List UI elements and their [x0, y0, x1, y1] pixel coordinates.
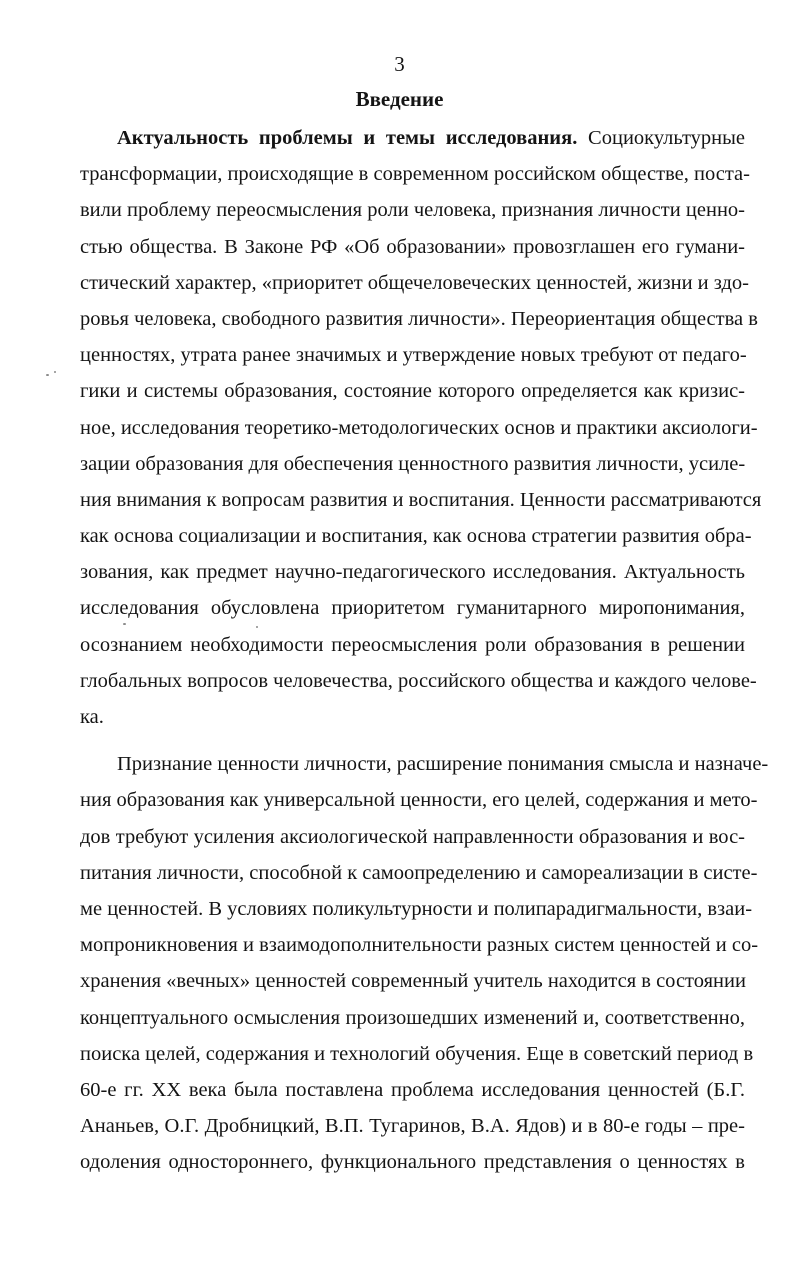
paragraph-line: гики и системы образования, состояние которого определяется как кризис- — [80, 380, 745, 403]
scan-speck — [123, 623, 126, 625]
paragraph-line: ния образования как универсальной ценности, его целей, содержания и мето- — [80, 789, 758, 812]
paragraph-line — [80, 120, 745, 156]
paragraph-line: одоления одностороннего, функционального представления о ценностях в — [80, 1151, 745, 1174]
paragraph-line: трансформации, происходящие в современном российском обществе, поста- — [80, 163, 750, 186]
scan-speck — [46, 374, 49, 376]
paragraph-line: ценностях, утрата ранее значимых и утверждение новых требуют от педаго- — [80, 344, 747, 367]
paragraph-line: глобальных вопросов человечества, российского общества и каждого челове- — [80, 669, 757, 692]
paragraph-line: хранения «вечных» ценностей современный учитель находится в состоянии — [80, 970, 746, 993]
paragraph-line: исследования обусловлена приоритетом гуманитарного миропонимания, — [80, 597, 745, 620]
paragraph-line: ное, исследования теоретико-методологических основ и практики аксиологи- — [80, 416, 758, 439]
paragraph-line: Ананьев, О.Г. Дробницкий, В.П. Тугаринов, В.А. Ядов) и в 80-е годы – пре- — [80, 1115, 745, 1138]
body-text — [80, 120, 769, 1180]
line-text: Социокультурные — [588, 127, 746, 149]
paragraph-line: ме ценностей. В условиях поликультурности и полипарадигмальности, взаи- — [80, 897, 753, 920]
paragraph-line: поиска целей, содержания и технологий обучения. Еще в советский период в — [80, 1042, 754, 1065]
scan-speck — [256, 626, 258, 628]
section-heading: Введение — [355, 87, 444, 111]
paragraph-line: зования, как предмет научно-педагогического исследования. Актуальность — [80, 561, 745, 584]
paragraph-line: питания личности, способной к самоопределению и самореализации в систе- — [80, 861, 758, 884]
paragraph-line: мопроникновения и взаимодополнительности разных систем ценностей и со- — [80, 934, 759, 957]
paragraph-line: ка. — [80, 706, 104, 728]
page-number: 3 — [394, 52, 405, 76]
paragraph-line: ровья человека, свободного развития личности». Переориентация общества в — [80, 307, 758, 330]
paragraph-line: ния внимания к вопросам развития и воспитания. Ценности рассматриваются — [80, 488, 762, 511]
paragraph-line: осознанием необходимости переосмысления роли образования в решении — [80, 633, 745, 656]
scan-speck — [54, 371, 56, 373]
paragraph-line: стью общества. В Законе РФ «Об образовании» провозглашен его гумани- — [80, 235, 745, 258]
paragraph-line: дов требуют усиления аксиологической направленности образования и вос- — [80, 825, 745, 848]
paragraph-line: вили проблему переосмысления роли человека, признания личности ценно- — [80, 199, 745, 222]
paragraph-line: 60-е гг. XX века была поставлена проблема исследования ценностей (Б.Г. — [80, 1078, 745, 1101]
paragraph-line: как основа социализации и воспитания, как основа стратегии развития обра- — [80, 525, 752, 548]
paragraph-line: зации образования для обеспечения ценностного развития личности, усиле- — [80, 452, 746, 475]
paragraph-gap — [80, 735, 745, 746]
paragraph-line: Признание ценности личности, расширение понимания смысла и назначе- — [117, 753, 769, 776]
paragraph-line: концептуального осмысления произошедших изменений и, соответственно, — [80, 1006, 745, 1029]
bold-lead-phrase: Актуальность проблемы и темы исследования. — [117, 127, 578, 149]
paragraph-line: стический характер, «приоритет общечеловеческих ценностей, жизни и здо- — [80, 271, 749, 294]
